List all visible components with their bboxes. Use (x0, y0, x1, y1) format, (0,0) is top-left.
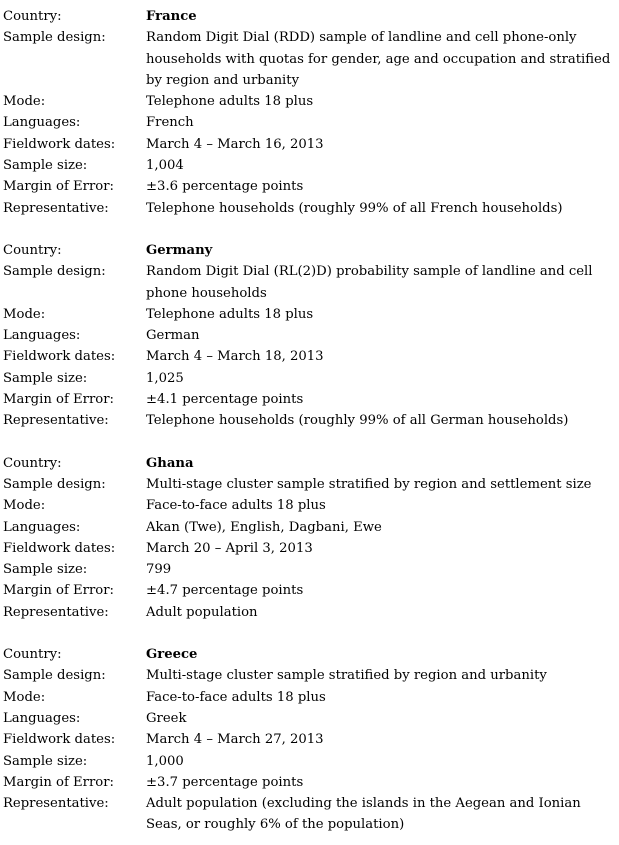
country-name: France (146, 9, 197, 24)
value-mode: Face-to-face adults 18 plus (146, 689, 326, 705)
label-fieldwork-dates: Fieldwork dates: (3, 732, 116, 748)
label-margin-of-error: Margin of Error: (3, 392, 114, 408)
value-languages: French (146, 115, 194, 131)
row-languages (0, 708, 619, 729)
label-sample-size: Sample size: (3, 753, 88, 769)
label-country: Country: (3, 455, 62, 471)
row-sample-size (0, 368, 619, 389)
label-fieldwork-dates: Fieldwork dates: (3, 349, 116, 365)
row-mode (0, 304, 619, 325)
row-sample-size (0, 751, 619, 772)
value-representative: Telephone households (roughly 99% of all French households) (146, 200, 563, 216)
value-languages: Greek (146, 710, 187, 726)
label-languages: Languages: (3, 328, 81, 344)
row-country (0, 6, 619, 27)
value-mode: Telephone adults 18 plus (146, 94, 314, 110)
row-margin-of-error (0, 580, 619, 601)
label-fieldwork-dates: Fieldwork dates: (3, 540, 116, 556)
label-representative: Representative: (3, 796, 109, 812)
value-sample-design: Multi-stage cluster sample stratified by region and urbanity (146, 668, 547, 684)
value-sample-design: Random Digit Dial (RDD) sample of landline and cell phone-only households with quotas for gender, age and occupation and stratified by region and urbanity (146, 30, 611, 88)
label-sample-design: Sample design: (3, 668, 106, 684)
value-sample-design: Random Digit Dial (RL(2)D) probability sample of landline and cell phone households (146, 264, 593, 301)
row-margin-of-error (0, 176, 619, 197)
value-sample-size: 1,025 (146, 370, 184, 386)
label-representative: Representative: (3, 604, 109, 620)
row-representative (0, 793, 619, 836)
country-name: Greece (146, 647, 198, 663)
row-fieldwork-dates (0, 729, 619, 750)
label-mode: Mode: (3, 306, 46, 322)
label-margin-of-error: Margin of Error: (3, 774, 114, 790)
value-mode: Telephone adults 18 plus (146, 306, 314, 322)
label-mode: Mode: (3, 689, 46, 705)
label-sample-design: Sample design: (3, 30, 106, 46)
label-representative: Representative: (3, 200, 109, 216)
row-country (0, 453, 619, 474)
row-country (0, 240, 619, 261)
row-fieldwork-dates (0, 346, 619, 367)
row-representative (0, 602, 619, 623)
row-mode (0, 495, 619, 516)
value-margin-of-error: ±3.6 percentage points (146, 179, 304, 195)
row-sample-design (0, 474, 619, 495)
label-sample-size: Sample size: (3, 562, 88, 578)
value-languages: German (146, 328, 200, 344)
label-country: Country: (3, 9, 62, 24)
value-margin-of-error: ±4.1 percentage points (146, 392, 304, 408)
row-fieldwork-dates (0, 538, 619, 559)
row-sample-size (0, 559, 619, 580)
row-sample-design (0, 27, 619, 91)
label-sample-size: Sample size: (3, 158, 88, 174)
value-fieldwork-dates: March 20 – April 3, 2013 (146, 540, 313, 556)
label-fieldwork-dates: Fieldwork dates: (3, 136, 116, 152)
value-sample-size: 1,000 (146, 753, 184, 769)
row-sample-size (0, 155, 619, 176)
value-fieldwork-dates: March 4 – March 18, 2013 (146, 349, 324, 365)
row-mode (0, 687, 619, 708)
value-sample-size: 1,004 (146, 158, 184, 174)
country-block-ghana (0, 453, 619, 623)
label-representative: Representative: (3, 413, 109, 429)
label-margin-of-error: Margin of Error: (3, 179, 114, 195)
row-fieldwork-dates (0, 134, 619, 155)
row-mode (0, 91, 619, 112)
row-margin-of-error (0, 772, 619, 793)
country-block-france (0, 6, 619, 219)
label-mode: Mode: (3, 498, 46, 514)
value-mode: Face-to-face adults 18 plus (146, 498, 326, 514)
country-name: Ghana (146, 455, 194, 471)
row-languages (0, 112, 619, 133)
value-representative: Adult population (excluding the islands in the Aegean and Ionian Seas, or roughly 6% of the population) (146, 796, 581, 833)
value-languages: Akan (Twe), English, Dagbani, Ewe (146, 519, 382, 535)
row-languages (0, 517, 619, 538)
label-mode: Mode: (3, 94, 46, 110)
label-sample-design: Sample design: (3, 476, 106, 492)
label-sample-design: Sample design: (3, 264, 106, 280)
value-fieldwork-dates: March 4 – March 27, 2013 (146, 732, 324, 748)
row-sample-design (0, 665, 619, 686)
country-name: Germany (146, 242, 213, 258)
value-sample-design: Multi-stage cluster sample stratified by region and settlement size (146, 476, 592, 492)
label-sample-size: Sample size: (3, 370, 88, 386)
row-representative (0, 410, 619, 431)
country-block-germany (0, 240, 619, 432)
row-languages (0, 325, 619, 346)
label-country: Country: (3, 647, 62, 663)
label-languages: Languages: (3, 710, 81, 726)
row-margin-of-error (0, 389, 619, 410)
row-representative (0, 198, 619, 219)
label-languages: Languages: (3, 115, 81, 131)
value-sample-size: 799 (146, 562, 172, 578)
country-block-greece (0, 644, 619, 836)
value-margin-of-error: ±4.7 percentage points (146, 583, 304, 599)
label-country: Country: (3, 242, 62, 258)
label-margin-of-error: Margin of Error: (3, 583, 114, 599)
value-representative: Telephone households (roughly 99% of all German households) (146, 413, 569, 429)
label-languages: Languages: (3, 519, 81, 535)
row-sample-design (0, 261, 619, 304)
row-country (0, 644, 619, 665)
value-margin-of-error: ±3.7 percentage points (146, 774, 304, 790)
value-representative: Adult population (146, 604, 258, 620)
value-fieldwork-dates: March 4 – March 16, 2013 (146, 136, 324, 152)
